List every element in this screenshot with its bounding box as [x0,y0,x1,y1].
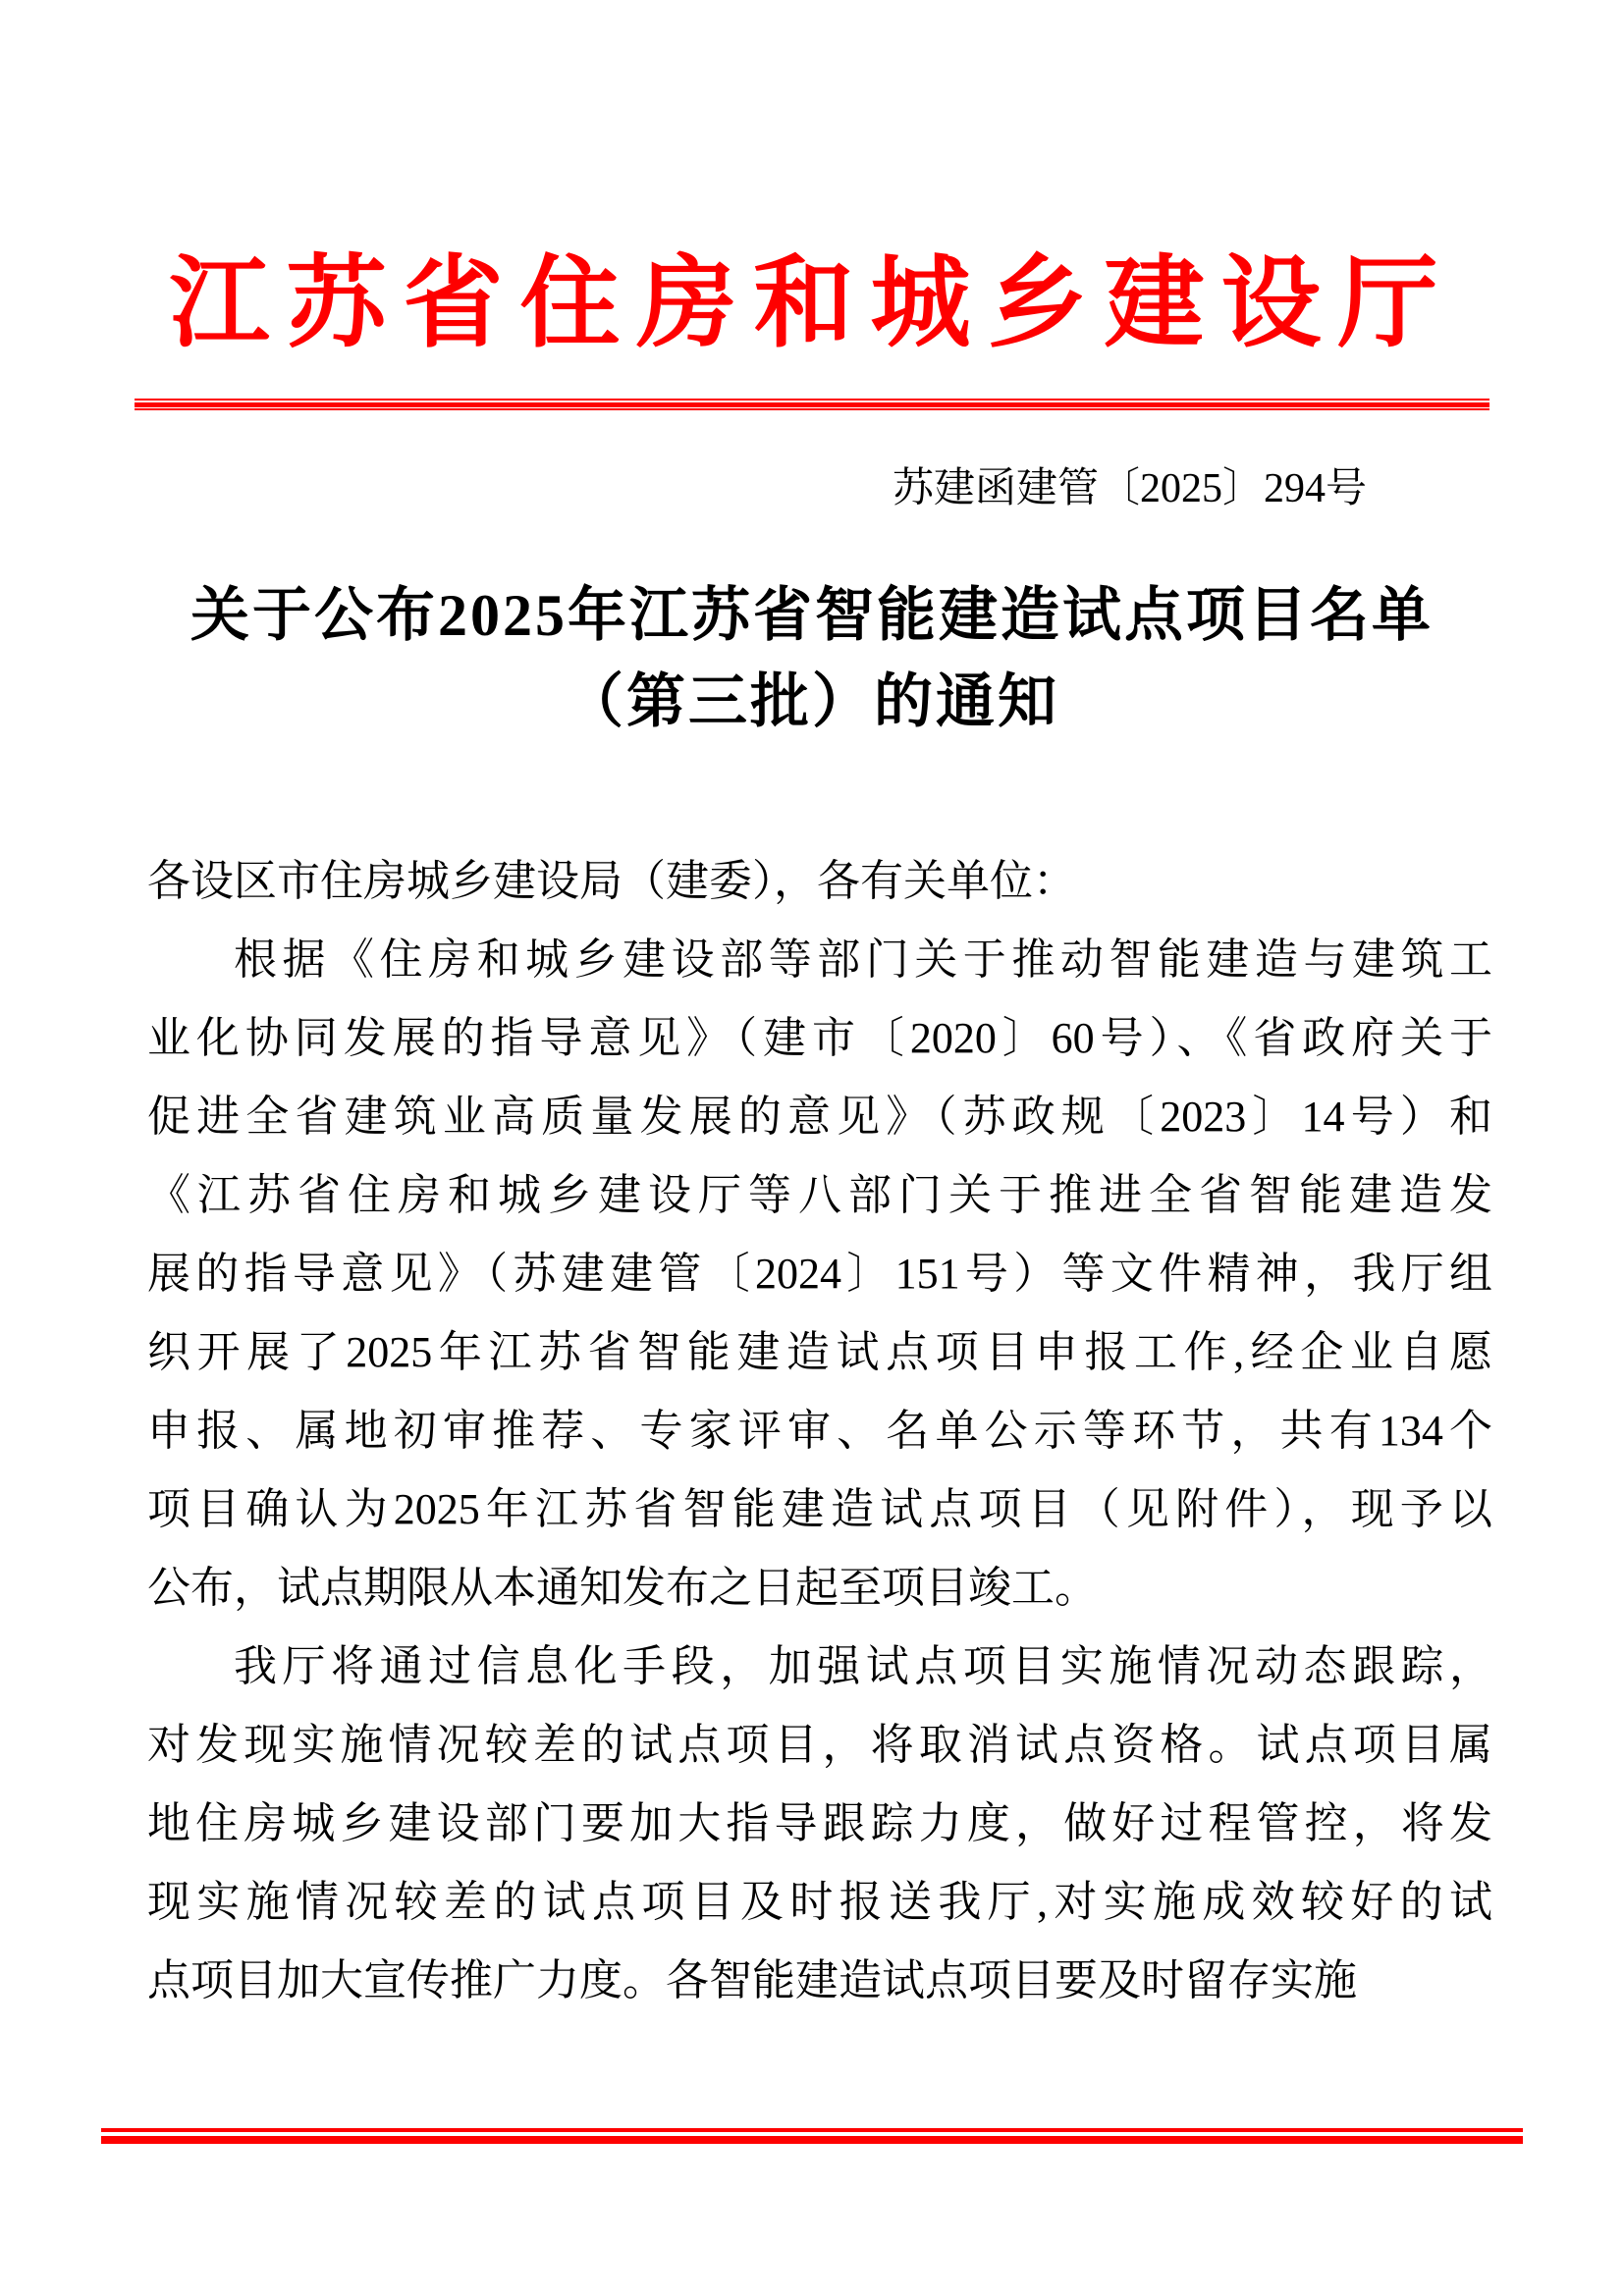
body-line: 《江苏省住房和城乡建设厅等八部门关于推进全省智能建造发 [147,1171,1492,1219]
footer-divider-rule [101,2128,1523,2144]
letterhead-divider-rule [135,399,1489,410]
notice-title [0,572,1624,745]
body-line: 项目确认为2025年江苏省智能建造试点项目（见附件），现予以 [147,1485,1492,1533]
body-line: 公布，试点期限从本通知发布之日起至项目竣工。 [147,1564,1098,1612]
body-line: 展的指导意见》（苏建建管〔2024〕151号）等文件精神，我厅组 [147,1250,1492,1298]
body-line: 对发现实施情况较差的试点项目，将取消试点资格。试点项目属 [147,1721,1492,1769]
document-number: 苏建函建管〔2025〕294号 [892,466,1367,511]
body-line: 织开展了2025年江苏省智能建造试点项目申报工作,经企业自愿 [147,1328,1492,1376]
notice-title-line2: （第三批）的通知 [565,669,1059,734]
salutation-line: 各设区市住房城乡建设局（建委），各有关单位： [147,857,1076,905]
letterhead-title: 江苏省住房和城乡建设厅 [169,249,1455,360]
body-line: 地住房城乡建设部门要加大指导跟踪力度，做好过程管控，将发 [147,1799,1492,1847]
body-line: 点项目加大宣传推广力度。各智能建造试点项目要及时留存实施 [147,1956,1357,2004]
body-line: 业化协同发展的指导意见》（建市〔2020〕60号）、《省政府关于 [147,1014,1492,1062]
body-line: 促进全省建筑业高质量发展的意见》（苏政规〔2023〕14号）和 [147,1093,1492,1141]
body-paragraphs [147,921,1492,2020]
body-line: 我厅将通过信息化手段，加强试点项目实施情况动态跟踪， [234,1642,1492,1690]
notice-title-line1: 关于公布2025年江苏省智能建造试点项目名单 [190,583,1434,648]
document-body [147,842,1492,2020]
body-line: 现实施情况较差的试点项目及时报送我厅,对实施成效较好的试 [147,1878,1492,1926]
body-line: 根据《住房和城乡建设部等部门关于推动智能建造与建筑工 [234,935,1492,984]
body-line: 申报、属地初审推荐、专家评审、名单公示等环节，共有134个 [147,1407,1492,1455]
